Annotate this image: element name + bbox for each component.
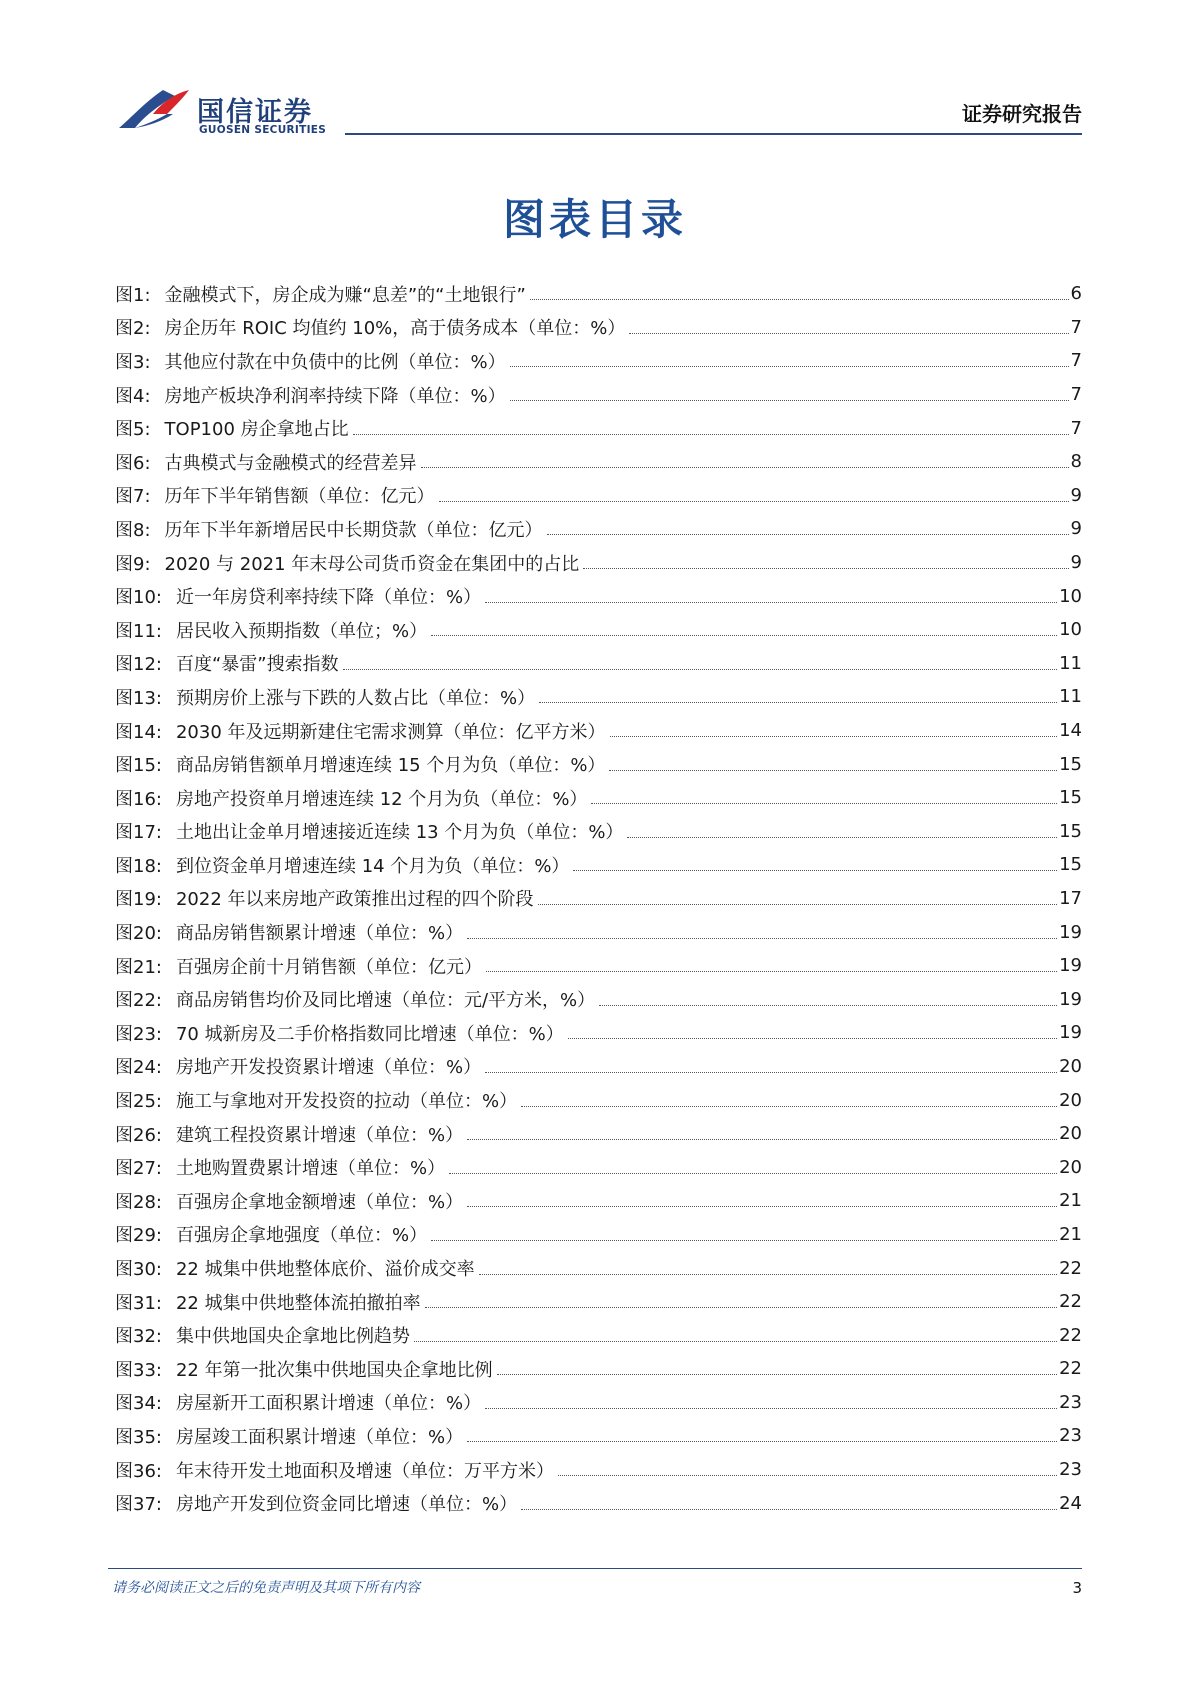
toc-entry-title: 集中供地国央企拿地比例趋势: [175, 1326, 410, 1348]
toc-dot-leader: [538, 904, 1058, 905]
toc-entry[interactable]: [115, 613, 1082, 647]
toc-entry[interactable]: [115, 882, 1082, 916]
toc-entry-title: 历年下半年销售额（单位：亿元）: [164, 486, 435, 508]
toc-entry-number: 图27:: [115, 1158, 162, 1180]
toc-entry-title: 近一年房贷利率持续下降（单位：%）: [175, 587, 482, 609]
toc-entry-number: 图1:: [115, 284, 151, 306]
toc-entry[interactable]: [115, 1251, 1082, 1285]
toc-entry-page: 7: [1070, 384, 1082, 406]
toc-entry-page: 15: [1059, 787, 1082, 809]
toc-entry-title: 土地购置费累计增速（单位：%）: [175, 1158, 446, 1180]
toc-entry-number: 图7:: [115, 486, 151, 508]
toc-dot-leader: [467, 1206, 1057, 1207]
toc-entry[interactable]: [115, 781, 1082, 815]
toc-entry[interactable]: [115, 815, 1082, 849]
toc-entry-page: 20: [1059, 1055, 1082, 1077]
report-type-label: 证券研究报告: [962, 102, 1082, 126]
toc-entry[interactable]: [115, 915, 1082, 949]
toc-entry-title: 百强房企前十月销售额（单位：亿元）: [175, 956, 482, 978]
toc-entry-title: 到位资金单月增速连续 14 个月为负（单位：%）: [175, 855, 570, 877]
toc-dot-leader: [510, 366, 1069, 367]
toc-dot-leader: [530, 299, 1069, 300]
toc-entry-page: 22: [1059, 1257, 1082, 1279]
toc-entry-title: 百强房企拿地强度（单位：%）: [175, 1225, 428, 1247]
toc-entry-number: 图21:: [115, 956, 162, 978]
toc-entry-number: 图23:: [115, 1023, 162, 1045]
toc-entry-page: 20: [1059, 1089, 1082, 1111]
toc-entry-page: 9: [1070, 552, 1082, 574]
toc-entry-page: 8: [1070, 451, 1082, 473]
toc-entry-page: 22: [1059, 1324, 1082, 1346]
toc-entry[interactable]: [115, 344, 1082, 378]
toc-entry-page: 22: [1059, 1291, 1082, 1313]
toc-entry-title: 房企历年 ROIC 均值约 10%，高于债务成本（单位：%）: [164, 318, 626, 340]
toc-dot-leader: [521, 1106, 1057, 1107]
toc-entry-number: 图26:: [115, 1124, 162, 1146]
toc-dot-leader: [479, 1274, 1058, 1275]
toc-entry-page: 20: [1059, 1156, 1082, 1178]
toc-dot-leader: [485, 1072, 1057, 1073]
toc-entry-page: 15: [1059, 820, 1082, 842]
toc-dot-leader: [568, 1038, 1057, 1039]
toc-entry-number: 图24:: [115, 1057, 162, 1079]
toc-dot-leader: [485, 1408, 1057, 1409]
toc-entry-title: 建筑工程投资累计增速（单位：%）: [175, 1124, 464, 1146]
toc-entry-number: 图10:: [115, 587, 162, 609]
toc-dot-leader: [591, 803, 1057, 804]
toc-entry[interactable]: [115, 277, 1082, 311]
toc-entry[interactable]: [115, 579, 1082, 613]
toc-entry-title: 2022 年以来房地产政策推出过程的四个阶段: [175, 889, 534, 911]
toc-entry[interactable]: [115, 445, 1082, 479]
toc-entry[interactable]: [115, 1318, 1082, 1352]
toc-entry-page: 15: [1059, 854, 1082, 876]
toc-entry[interactable]: [115, 949, 1082, 983]
toc-dot-leader: [627, 837, 1057, 838]
toc-entry-page: 15: [1059, 753, 1082, 775]
toc-entry-page: 10: [1059, 619, 1082, 641]
toc-entry[interactable]: [115, 1419, 1082, 1453]
toc-dot-leader: [573, 870, 1057, 871]
toc-entry-number: 图4:: [115, 385, 151, 407]
toc-dot-leader: [510, 400, 1069, 401]
toc-dot-leader: [431, 635, 1057, 636]
toc-entry[interactable]: [115, 747, 1082, 781]
toc-entry-title: 2020 与 2021 年末母公司货币资金在集团中的占比: [164, 553, 580, 575]
toc-entry[interactable]: [115, 1050, 1082, 1084]
toc-entry-page: 22: [1059, 1358, 1082, 1380]
toc-entry[interactable]: [115, 1117, 1082, 1151]
page-number: 3: [1072, 1579, 1082, 1597]
toc-entry-number: 图16:: [115, 788, 162, 810]
toc-dot-leader: [485, 602, 1057, 603]
toc-dot-leader: [431, 1240, 1057, 1241]
toc-entry-page: 11: [1059, 652, 1082, 674]
toc-dot-leader: [609, 770, 1057, 771]
toc-entry-page: 19: [1059, 921, 1082, 943]
toc-entry-title: 百强房企拿地金额增速（单位：%）: [175, 1191, 464, 1213]
toc-entry-page: 20: [1059, 1123, 1082, 1145]
toc-entry-page: 7: [1070, 350, 1082, 372]
toc-dot-leader: [599, 1005, 1057, 1006]
toc-entry-title: 房屋竣工面积累计增速（单位：%）: [175, 1426, 464, 1448]
logo-mark-icon: [117, 84, 197, 136]
logo-english-name: GUOSEN SECURITIES: [199, 124, 327, 136]
toc-entry-title: 22 城集中供地整体流拍撤拍率: [175, 1292, 421, 1314]
toc-entry-page: 23: [1059, 1459, 1082, 1481]
footer-divider: [108, 1568, 1082, 1569]
toc-entry-number: 图28:: [115, 1191, 162, 1213]
toc-dot-leader: [497, 1374, 1058, 1375]
toc-entry-title: 百度“暴雷”搜索指数: [175, 654, 339, 676]
toc-entry-title: 古典模式与金融模式的经营差异: [164, 452, 417, 474]
toc-entry-page: 11: [1059, 686, 1082, 708]
toc-dot-leader: [547, 534, 1069, 535]
toc-dot-leader: [439, 501, 1069, 502]
toc-dot-leader: [449, 1173, 1057, 1174]
toc-entry-number: 图12:: [115, 654, 162, 676]
toc-entry[interactable]: [115, 1453, 1082, 1487]
toc-entry-title: 土地出让金单月增速接近连续 13 个月为负（单位：%）: [175, 822, 624, 844]
toc-entry-number: 图32:: [115, 1326, 162, 1348]
toc-entry[interactable]: [115, 1285, 1082, 1319]
toc-entry[interactable]: [115, 647, 1082, 681]
toc-entry-page: 23: [1059, 1425, 1082, 1447]
toc-entry-page: 24: [1059, 1492, 1082, 1514]
toc-entry-number: 图13:: [115, 687, 162, 709]
toc-entry[interactable]: [115, 982, 1082, 1016]
toc-entry-number: 图19:: [115, 889, 162, 911]
toc-entry[interactable]: [115, 1083, 1082, 1117]
header-divider: [345, 133, 1082, 135]
toc-entry-title: 商品房销售额单月增速连续 15 个月为负（单位：%）: [175, 755, 606, 777]
toc-entry-page: 19: [1059, 955, 1082, 977]
toc-entry-title: 2030 年及远期新建住宅需求测算（单位：亿平方米）: [175, 721, 606, 743]
toc-entry-number: 图37:: [115, 1494, 162, 1516]
toc-entry[interactable]: [115, 378, 1082, 412]
toc-entry-page: 9: [1070, 484, 1082, 506]
toc-entry-page: 7: [1070, 316, 1082, 338]
toc-entry-number: 图8:: [115, 519, 151, 541]
toc-dot-leader: [467, 1139, 1057, 1140]
toc-entry[interactable]: [115, 1218, 1082, 1252]
toc-entry-title: 70 城新房及二手价格指数同比增速（单位：%）: [175, 1023, 564, 1045]
toc-entry-number: 图20:: [115, 923, 162, 945]
toc-entry-title: 历年下半年新增居民中长期贷款（单位：亿元）: [164, 519, 543, 541]
toc-entry-number: 图14:: [115, 721, 162, 743]
toc-entry-page: 19: [1059, 1022, 1082, 1044]
toc-entry-page: 19: [1059, 988, 1082, 1010]
toc-entry-title: 房屋新开工面积累计增速（单位：%）: [175, 1393, 482, 1415]
toc-entry-number: 图22:: [115, 990, 162, 1012]
page-title: 图表目录: [502, 195, 687, 244]
toc-entry[interactable]: [115, 512, 1082, 546]
toc-entry-title: 居民收入预期指数（单位；%）: [175, 620, 428, 642]
toc-entry-page: 21: [1059, 1190, 1082, 1212]
toc-entry-title: 施工与拿地对开发投资的拉动（单位：%）: [175, 1091, 518, 1113]
toc-entry-number: 图2:: [115, 318, 151, 340]
toc-entry-number: 图17:: [115, 822, 162, 844]
toc-entry-page: 6: [1070, 283, 1082, 305]
toc-entry[interactable]: [115, 411, 1082, 445]
toc-dot-leader: [558, 1475, 1057, 1476]
toc-entry-number: 图30:: [115, 1259, 162, 1281]
toc-entry[interactable]: [115, 680, 1082, 714]
toc-dot-leader: [610, 736, 1058, 737]
toc-entry[interactable]: [115, 1486, 1082, 1520]
page-header: [0, 0, 1190, 140]
toc-entry[interactable]: [115, 1386, 1082, 1420]
toc-entry[interactable]: [115, 1016, 1082, 1050]
toc-entry-page: 7: [1070, 417, 1082, 439]
table-of-figures: [115, 277, 1082, 1520]
toc-entry-title: 商品房销售额累计增速（单位：%）: [175, 923, 464, 945]
toc-entry-number: 图15:: [115, 755, 162, 777]
footer-disclaimer: 请务必阅读正文之后的免责声明及其项下所有内容: [112, 1580, 420, 1596]
toc-dot-leader: [467, 938, 1057, 939]
toc-entry-title: 房地产开发投资累计增速（单位：%）: [175, 1057, 482, 1079]
toc-entry[interactable]: [115, 714, 1082, 748]
toc-dot-leader: [414, 1341, 1057, 1342]
toc-dot-leader: [343, 669, 1057, 670]
toc-entry-title: TOP100 房企拿地占比: [164, 419, 349, 441]
toc-entry-number: 图9:: [115, 553, 151, 575]
toc-entry-number: 图29:: [115, 1225, 162, 1247]
toc-entry-number: 图11:: [115, 620, 162, 642]
toc-entry[interactable]: [115, 311, 1082, 345]
toc-entry-title: 预期房价上涨与下跌的人数占比（单位：%）: [175, 687, 536, 709]
toc-entry-number: 图36:: [115, 1460, 162, 1482]
toc-entry-title: 22 年第一批次集中供地国央企拿地比例: [175, 1359, 493, 1381]
toc-dot-leader: [583, 568, 1068, 569]
toc-entry-title: 其他应付款在中负债中的比例（单位：%）: [164, 351, 506, 373]
toc-entry-page: 10: [1059, 585, 1082, 607]
toc-entry-number: 图3:: [115, 351, 151, 373]
toc-entry[interactable]: [115, 1150, 1082, 1184]
toc-entry-number: 图31:: [115, 1292, 162, 1314]
toc-entry[interactable]: [115, 479, 1082, 513]
toc-entry-page: 17: [1059, 887, 1082, 909]
toc-dot-leader: [467, 1441, 1057, 1442]
logo-chinese-name: 国信证券: [197, 97, 313, 128]
company-logo: [117, 84, 327, 140]
toc-entry-number: 图18:: [115, 855, 162, 877]
toc-entry-page: 23: [1059, 1391, 1082, 1413]
toc-entry-page: 9: [1070, 518, 1082, 540]
toc-entry-title: 房地产投资单月增速连续 12 个月为负（单位：%）: [175, 788, 588, 810]
toc-dot-leader: [539, 702, 1057, 703]
toc-dot-leader: [425, 1307, 1058, 1308]
toc-entry-number: 图6:: [115, 452, 151, 474]
toc-entry[interactable]: [115, 848, 1082, 882]
toc-dot-leader: [521, 1509, 1057, 1510]
toc-dot-leader: [421, 467, 1069, 468]
toc-dot-leader: [486, 971, 1057, 972]
toc-entry[interactable]: [115, 1352, 1082, 1386]
toc-entry-number: 图35:: [115, 1426, 162, 1448]
toc-entry-number: 图34:: [115, 1393, 162, 1415]
toc-entry[interactable]: [115, 546, 1082, 580]
toc-entry-page: 14: [1059, 720, 1082, 742]
toc-entry-page: 21: [1059, 1223, 1082, 1245]
toc-entry-number: 图33:: [115, 1359, 162, 1381]
toc-dot-leader: [629, 333, 1068, 334]
toc-entry-title: 房地产板块净利润率持续下降（单位：%）: [164, 385, 506, 407]
toc-entry-title: 22 城集中供地整体底价、溢价成交率: [175, 1259, 475, 1281]
toc-entry-title: 房地产开发到位资金同比增速（单位：%）: [175, 1494, 518, 1516]
toc-entry[interactable]: [115, 1184, 1082, 1218]
toc-entry-number: 图25:: [115, 1091, 162, 1113]
toc-entry-title: 金融模式下，房企成为赚“息差”的“土地银行”: [164, 284, 526, 306]
toc-entry-number: 图5:: [115, 419, 151, 441]
toc-entry-title: 商品房销售均价及同比增速（单位：元/平方米，%）: [175, 990, 596, 1012]
toc-dot-leader: [353, 434, 1069, 435]
toc-entry-title: 年末待开发土地面积及增速（单位：万平方米）: [175, 1460, 554, 1482]
